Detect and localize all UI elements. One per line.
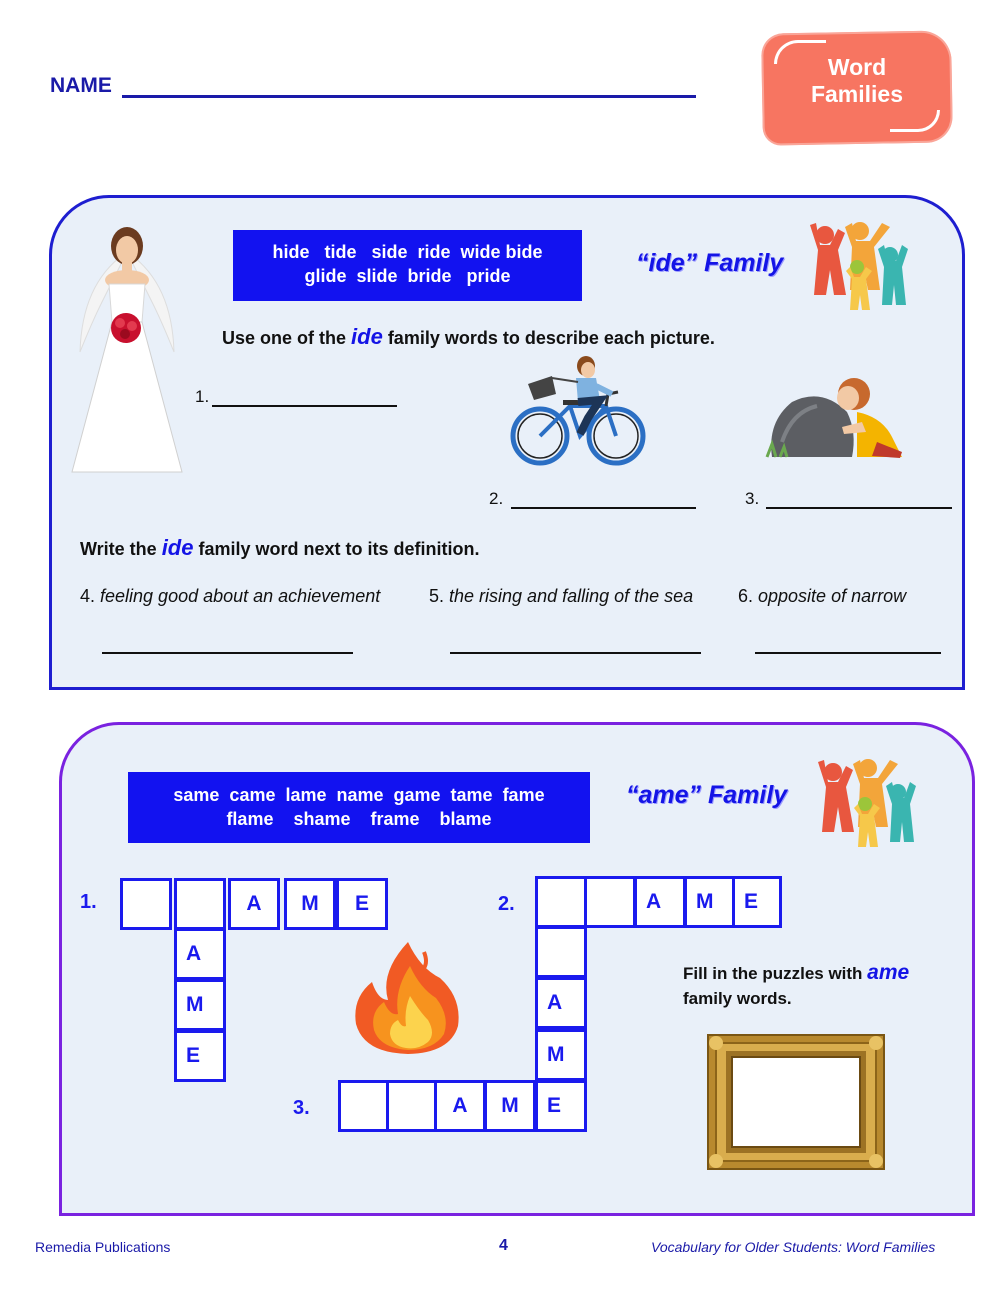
crossword-cell[interactable] [584,876,636,928]
ide-definition-instruction [80,535,480,561]
crossword-cell[interactable] [386,1080,438,1132]
crossword-cell: E [535,1080,587,1132]
definition-4 [80,586,380,607]
name-label: NAME [50,74,112,97]
crossword-cell[interactable] [535,926,587,978]
word-bank-line-1: same came lame name game tame fame [173,785,545,805]
crossword-cell: A [634,876,686,928]
badge-line-2: Families [810,81,904,107]
crossword-cell: E [174,1030,226,1082]
bicycle-rider-illustration [508,356,648,471]
word-bank-line-2: glide slide bride pride [304,266,511,286]
answer-4-line[interactable] [102,652,353,654]
crossword-cell: A [434,1080,486,1132]
blank-3-label: 3. [745,489,760,508]
instruction-emphasis: ide [351,324,383,349]
answer-2-line[interactable] [511,507,696,509]
instruction-text: family words to describe each picture. [382,328,715,348]
publisher-name: Remedia Publications [35,1239,171,1255]
ame-family-title: “ame” Family [626,781,788,809]
ame-puzzle-instruction [683,960,963,1011]
instruction-text: Use one of the [222,328,352,348]
blank-2-label: 2. [489,489,504,508]
instruction-text: Write the [80,539,162,559]
word-bank-line-2: flame shame frame blame [226,809,492,829]
instruction-text: family word next to its definition. [193,539,480,559]
crossword-cell: M [684,876,736,928]
crossword-cell: A [535,977,587,1029]
blank-1-label: 1. [195,387,210,406]
puzzle-3-number: 3. [293,1097,310,1119]
ide-word-bank [233,230,582,301]
crossword-cell: E [336,878,388,930]
definition-5 [429,586,693,607]
ide-picture-instruction [222,324,715,350]
crossword-cell: E [732,876,782,928]
crossword-cell: A [228,878,280,930]
crossword-cell: A [174,928,226,980]
answer-5-line[interactable] [450,652,701,654]
definition-text: feeling good about an achievement [95,586,381,606]
crossword-cell[interactable] [535,876,587,928]
family-icon [800,215,910,315]
picture-frame-illustration [706,1033,886,1171]
definition-text: opposite of narrow [753,586,907,606]
definition-number: 4. [80,586,96,606]
instruction-emphasis: ide [161,535,194,560]
badge-line-1: Word [827,54,887,80]
crossword-cell: M [535,1029,587,1081]
ide-family-title: “ide” Family [636,249,784,277]
puzzle-1-number: 1. [80,891,97,913]
instruction-text: family words. [683,989,792,1008]
girl-hiding-behind-rock-illustration [762,372,907,460]
instruction-text: Fill in the puzzles with [683,964,868,983]
bride-illustration [62,222,192,487]
definition-number: 6. [738,586,754,606]
book-title: Vocabulary for Older Students: Word Families [651,1239,936,1255]
definition-6 [738,586,906,607]
ame-word-bank [128,772,590,843]
answer-6-line[interactable] [755,652,941,654]
crossword-cell: M [174,979,226,1031]
answer-1-line[interactable] [212,405,397,407]
page-number: 4 [499,1237,508,1254]
crossword-cell: M [484,1080,536,1132]
instruction-emphasis: ame [867,961,910,984]
puzzle-2-number: 2. [498,893,515,915]
definition-text: the rising and falling of the sea [444,586,694,606]
crossword-cell[interactable] [338,1080,390,1132]
badge-text [762,54,952,108]
word-bank-line-1: hide tide side ride wide bide [272,242,543,262]
answer-3-line[interactable] [766,507,952,509]
crossword-cell[interactable] [174,878,226,930]
flame-illustration [350,938,465,1056]
family-icon [808,752,918,852]
name-blank-line[interactable] [122,95,696,98]
crossword-cell[interactable] [120,878,172,930]
crossword-cell: M [284,878,336,930]
definition-number: 5. [429,586,445,606]
